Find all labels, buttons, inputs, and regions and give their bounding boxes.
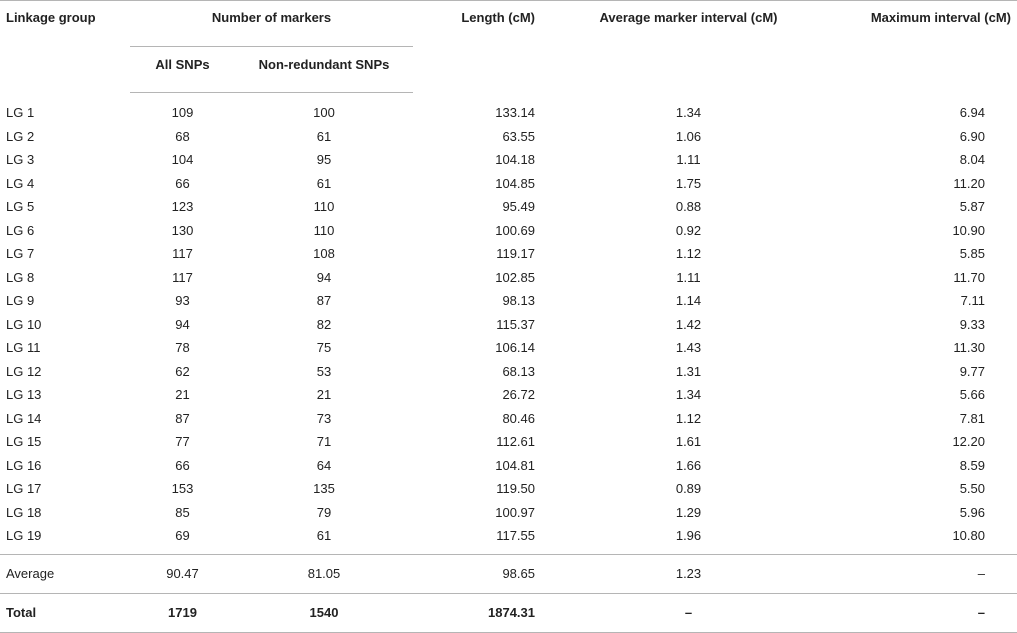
table-row: LG 1 109 100 133.14 1.34 6.94 bbox=[6, 105, 985, 121]
table-row: LG 9 93 87 98.13 1.14 7.11 bbox=[6, 293, 985, 309]
table-row: LG 4 66 61 104.85 1.75 11.20 bbox=[6, 175, 985, 191]
header-maximum-interval: Maximum interval (cM) bbox=[817, 1, 1017, 93]
table-row: LG 16 66 64 104.81 1.66 8.59 bbox=[6, 457, 985, 473]
table-row: LG 10 94 82 115.37 1.42 9.33 bbox=[6, 316, 985, 332]
table-row: LG 6 130 110 100.69 0.92 10.90 bbox=[6, 222, 985, 238]
header-linkage-group: Linkage group bbox=[0, 1, 130, 93]
header-number-of-markers: Number of markers bbox=[130, 1, 413, 47]
table-row: LG 3 104 95 104.18 1.11 8.04 bbox=[6, 152, 985, 168]
header-non-redundant-snps: Non-redundant SNPs bbox=[235, 47, 413, 93]
table-row: LG 19 69 61 117.55 1.96 10.80 bbox=[6, 528, 985, 544]
average-label: Average bbox=[0, 554, 130, 593]
average-row: Average 90.47 81.05 98.65 1.23 – bbox=[0, 554, 1017, 593]
table-row: LG 13 21 21 26.72 1.34 5.66 bbox=[6, 387, 985, 403]
table-row: LG 17 153 135 119.50 0.89 5.50 bbox=[6, 481, 985, 497]
table-row: LG 14 87 73 80.46 1.12 7.81 bbox=[6, 410, 985, 426]
table-row: LG 11 78 75 106.14 1.43 11.30 bbox=[6, 340, 985, 356]
table-row: LG 18 85 79 100.97 1.29 5.96 bbox=[6, 504, 985, 520]
table-row: LG 8 117 94 102.85 1.11 11.70 bbox=[6, 269, 985, 285]
header-all-snps: All SNPs bbox=[130, 47, 235, 93]
table-row: LG 15 77 71 112.61 1.61 12.20 bbox=[6, 434, 985, 450]
table-row: LG 7 117 108 119.17 1.12 5.85 bbox=[6, 246, 985, 262]
total-row: Total 1719 1540 1874.31 – – bbox=[0, 593, 1017, 632]
header-average-marker-interval: Average marker interval (cM) bbox=[560, 1, 817, 93]
table-row: LG 5 123 110 95.49 0.88 5.87 bbox=[6, 199, 985, 215]
table-row: LG 2 68 61 63.55 1.06 6.90 bbox=[6, 128, 985, 144]
table-row: LG 12 62 53 68.13 1.31 9.77 bbox=[6, 363, 985, 379]
total-label: Total bbox=[0, 593, 130, 632]
header-length: Length (cM) bbox=[413, 1, 560, 93]
